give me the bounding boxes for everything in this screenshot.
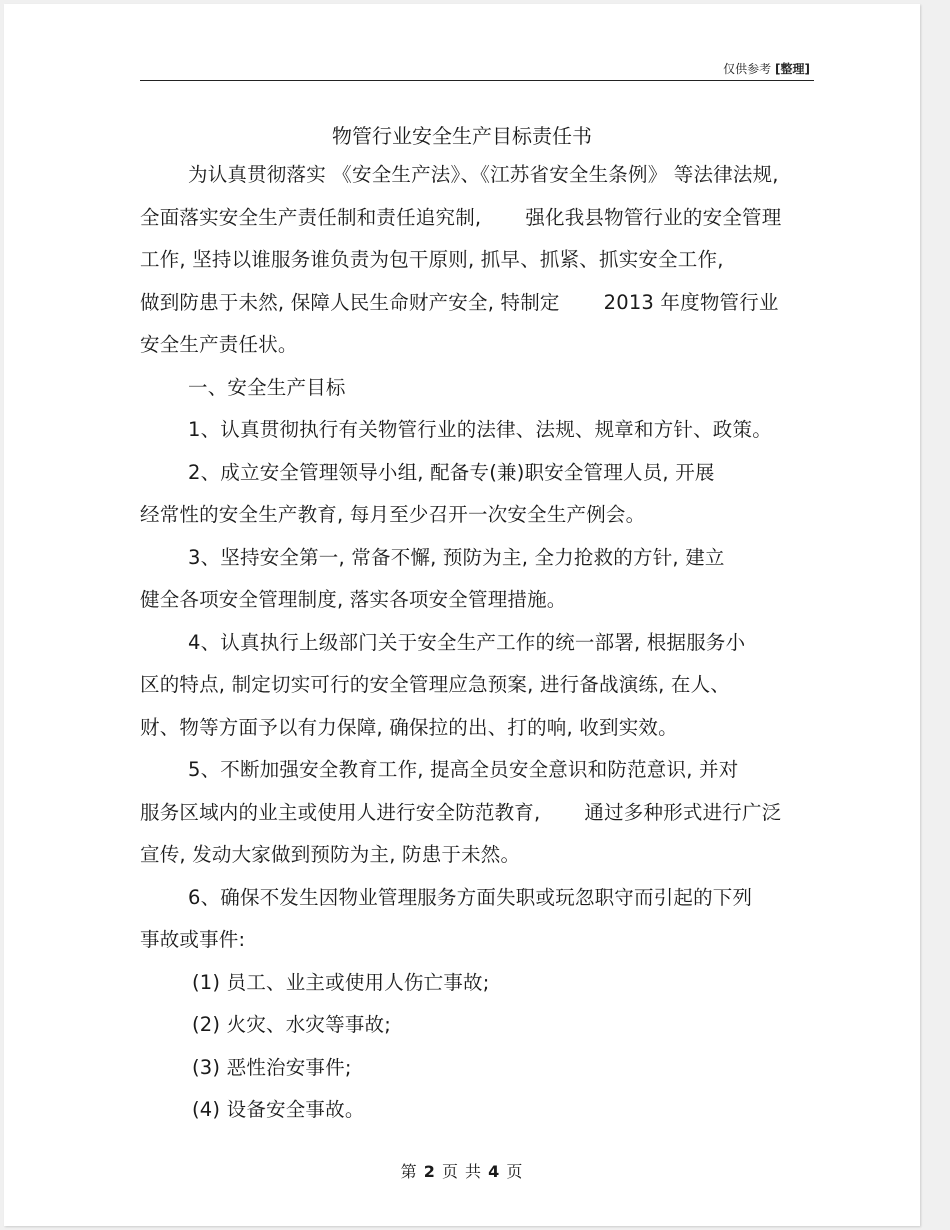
total-pages-number: 4 bbox=[488, 1162, 501, 1181]
current-page-number: 2 bbox=[423, 1162, 436, 1181]
paragraph-line: 安全生产责任状。 bbox=[140, 333, 298, 356]
paragraph-line bbox=[140, 197, 830, 240]
header-note bbox=[4, 60, 810, 77]
list-item-continuation: 经常性的安全生产教育, 每月至少召开一次安全生产例会。 bbox=[140, 503, 646, 526]
page-footer bbox=[4, 1159, 920, 1182]
list-item: 4、认真执行上级部门关于安全生产工作的统一部署, 根据服务小 bbox=[188, 630, 746, 654]
document-title: 物管行业安全生产目标责任书 bbox=[332, 124, 592, 148]
list-item-continuation: 宣传, 发动大家做到预防为主, 防患于未然。 bbox=[140, 843, 521, 866]
line-segment: 全面落实安全生产责任制和责任追究制, bbox=[140, 205, 482, 229]
footer-suffix: 页 bbox=[506, 1162, 524, 1181]
footer-middle: 页 共 bbox=[441, 1162, 483, 1181]
list-item-continuation: 财、物等方面予以有力保障, 确保拉的出、打的响, 收到实效。 bbox=[140, 715, 678, 739]
sub-list-item: (2) 火灾、水灾等事故; bbox=[192, 1013, 391, 1036]
list-item: 3、坚持安全第一, 常备不懈, 预防为主, 全力抢救的方针, 建立 bbox=[188, 545, 725, 569]
list-item: 5、不断加强安全教育工作, 提高全员安全意识和防范意识, 并对 bbox=[188, 758, 739, 781]
footer-prefix: 第 bbox=[400, 1162, 418, 1181]
sub-list-item: (3) 恶性治安事件; bbox=[192, 1055, 352, 1079]
document-page bbox=[4, 4, 920, 1226]
paragraph-line bbox=[140, 282, 830, 325]
list-item-continuation: 区的特点, 制定切实可行的安全管理应急预案, 进行备战演练, 在人、 bbox=[140, 673, 730, 696]
list-item-continuation: 事故或事件: bbox=[140, 928, 246, 951]
header-note-tag: [整理] bbox=[775, 62, 810, 76]
section-heading: 一、安全生产目标 bbox=[188, 375, 346, 399]
list-item-continuation: 健全各项安全管理制度, 落实各项安全管理措施。 bbox=[140, 588, 567, 611]
document-body bbox=[140, 154, 830, 1132]
sub-list-item: (1) 员工、业主或使用人伤亡事故; bbox=[192, 970, 490, 994]
line-segment: 服务区域内的业主或使用人进行安全防范教育, bbox=[140, 800, 541, 824]
line-segment: 做到防患于未然, 保障人民生命财产安全, 特制定 bbox=[140, 290, 560, 314]
header-note-text: 仅供参考 bbox=[723, 62, 772, 76]
sub-list-item: (4) 设备安全事故。 bbox=[192, 1098, 365, 1121]
line-segment: 2013 年度物管行业 bbox=[603, 290, 779, 314]
list-item: 2、成立安全管理领导小组, 配备专(兼)职安全管理人员, 开展 bbox=[188, 460, 715, 484]
line-segment: 通过多种形式进行广泛 bbox=[584, 800, 782, 824]
list-item-continuation bbox=[140, 792, 830, 835]
line-segment: 强化我县物管行业的安全管理 bbox=[525, 205, 782, 229]
paragraph-line: 工作, 坚持以谁服务谁负责为包干原则, 抓早、抓紧、抓实安全工作, bbox=[140, 248, 724, 271]
list-item: 6、确保不发生因物业管理服务方面失职或玩忽职守而引起的下列 bbox=[188, 885, 753, 909]
header-divider bbox=[140, 80, 814, 81]
list-item: 1、认真贯彻执行有关物管行业的法律、法规、规章和方针、政策。 bbox=[188, 418, 772, 441]
paragraph-line: 为认真贯彻落实 《安全生产法》、《江苏省安全生条例》 等法律法规, bbox=[188, 163, 779, 186]
